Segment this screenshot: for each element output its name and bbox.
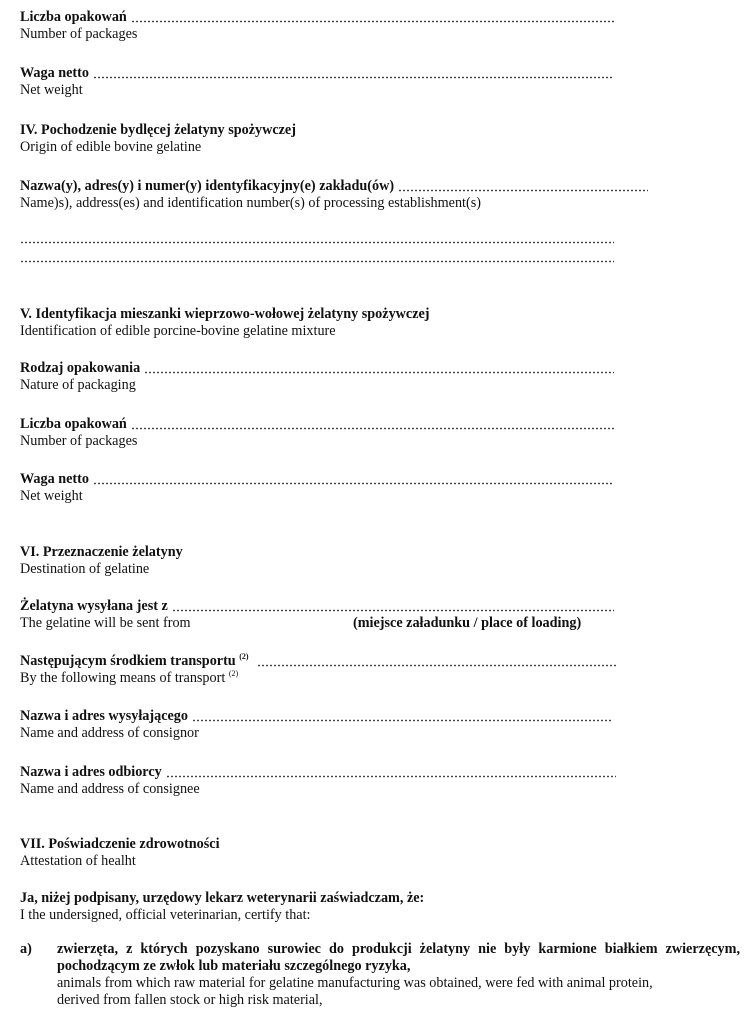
consignee-field (20, 764, 616, 798)
transport-fill-line[interactable] (257, 664, 616, 667)
packaging-fill-line[interactable] (144, 371, 614, 374)
certification-statement (20, 890, 424, 924)
section-7-title-en: Attestation of healht (20, 853, 136, 869)
item-a-marker: a) (20, 941, 32, 957)
section-7-heading (20, 836, 220, 870)
section-5-heading (20, 306, 430, 340)
net-weight-2-label-pl: Waga netto (20, 471, 89, 487)
sent-from-fill-line[interactable] (172, 609, 614, 612)
establishment-label-pl: Nazwa(y), adres(y) i numer(y) identyfikacyjny(e) zakładu(ów) (20, 178, 395, 194)
section-6-title-en: Destination of gelatine (20, 561, 150, 577)
net-weight-field (20, 65, 612, 99)
section-7-title-pl: VII. Poświadczenie zdrowotności (20, 836, 220, 852)
certify-text-pl: Ja, niżej podpisany, urzędowy lekarz weterynarii zaświadczam, że: (20, 890, 425, 906)
establishment-extra-line-2[interactable] (20, 260, 614, 263)
consignee-label-pl: Nazwa i adres odbiorcy (20, 764, 162, 780)
certify-text-en: I the undersigned, official veterinarian, certify that: (20, 907, 311, 923)
footnote-2-ref: (2) (239, 652, 249, 661)
consignor-label-en: Name and address of consignor (20, 725, 199, 741)
establishment-extra-line-1[interactable] (20, 241, 614, 244)
establishment-field (20, 178, 648, 212)
net-weight-fill-line[interactable] (93, 76, 612, 79)
packages-2-fill-line[interactable] (131, 427, 614, 430)
place-of-loading-note: (miejsce załadunku / place of loading) (353, 615, 582, 631)
item-a-text-pl: zwierzęta, z których pozyskano surowiec do produkcji żelatyny nie były karmione białkiem zwierzęcym, pochodzącym ze zwłok lub materiału szczególnego ryzyka, (57, 941, 740, 974)
section-4-title-en: Origin of edible bovine gelatine (20, 139, 202, 155)
net-weight-2-fill-line[interactable] (93, 482, 612, 485)
consignor-label-pl: Nazwa i adres wysyłającego (20, 708, 188, 724)
packages-label-en: Number of packages (20, 26, 138, 42)
packaging-field (20, 360, 614, 394)
consignor-fill-line[interactable] (192, 719, 613, 722)
net-weight-2-label-en: Net weight (20, 488, 83, 504)
consignee-label-en: Name and address of consignee (20, 781, 200, 797)
transport-field (20, 653, 616, 687)
packages-2-label-pl: Liczba opakowań (20, 416, 127, 432)
item-a-text-en-line-1: animals from which raw material for gelatine manufacturing was obtained, were fed with animal protein, (57, 975, 653, 991)
establishment-fill-line[interactable] (398, 189, 648, 192)
item-a-text-en-line-2: derived from fallen stock or high risk material, (57, 992, 323, 1008)
section-5-title-pl: V. Identyfikacja mieszanki wieprzowo-wołowej żelatyny spożywczej (20, 306, 430, 322)
packaging-label-pl: Rodzaj opakowania (20, 360, 141, 376)
net-weight-label-en: Net weight (20, 82, 83, 98)
consignor-field (20, 708, 613, 742)
packages-field-2 (20, 416, 614, 450)
sent-from-label-pl: Żelatyna wysyłana jest z (20, 598, 168, 614)
attestation-item-a (20, 941, 740, 1009)
transport-label-pl: Następującym środkiem transportu $^{(2)}$ (20, 652, 249, 669)
section-4-title-pl: IV. Pochodzenie bydlęcej żelatyny spożywczej (20, 122, 296, 138)
section-6-heading (20, 544, 183, 578)
packaging-label-en: Nature of packaging (20, 377, 136, 393)
footnote-2-ref-en: (2) (228, 669, 239, 678)
transport-label-en: By the following means of transport $^{(2)}$ (20, 669, 239, 686)
net-weight-field-2 (20, 471, 612, 505)
establishment-label-en: Name)s), address(es) and identification number(s) of processing establishment(s) (20, 195, 481, 211)
net-weight-label-pl: Waga netto (20, 65, 89, 81)
sent-from-label-en: The gelatine will be sent from (20, 615, 191, 631)
section-4-heading (20, 122, 296, 156)
section-5-title-en: Identification of edible porcine-bovine gelatine mixture (20, 323, 336, 339)
consignee-fill-line[interactable] (166, 775, 616, 778)
packages-fill-line[interactable] (131, 20, 614, 23)
packages-2-label-en: Number of packages (20, 433, 138, 449)
packages-label-pl: Liczba opakowań (20, 9, 127, 25)
section-6-title-pl: VI. Przeznaczenie żelatyny (20, 544, 183, 560)
packages-field (20, 9, 614, 43)
